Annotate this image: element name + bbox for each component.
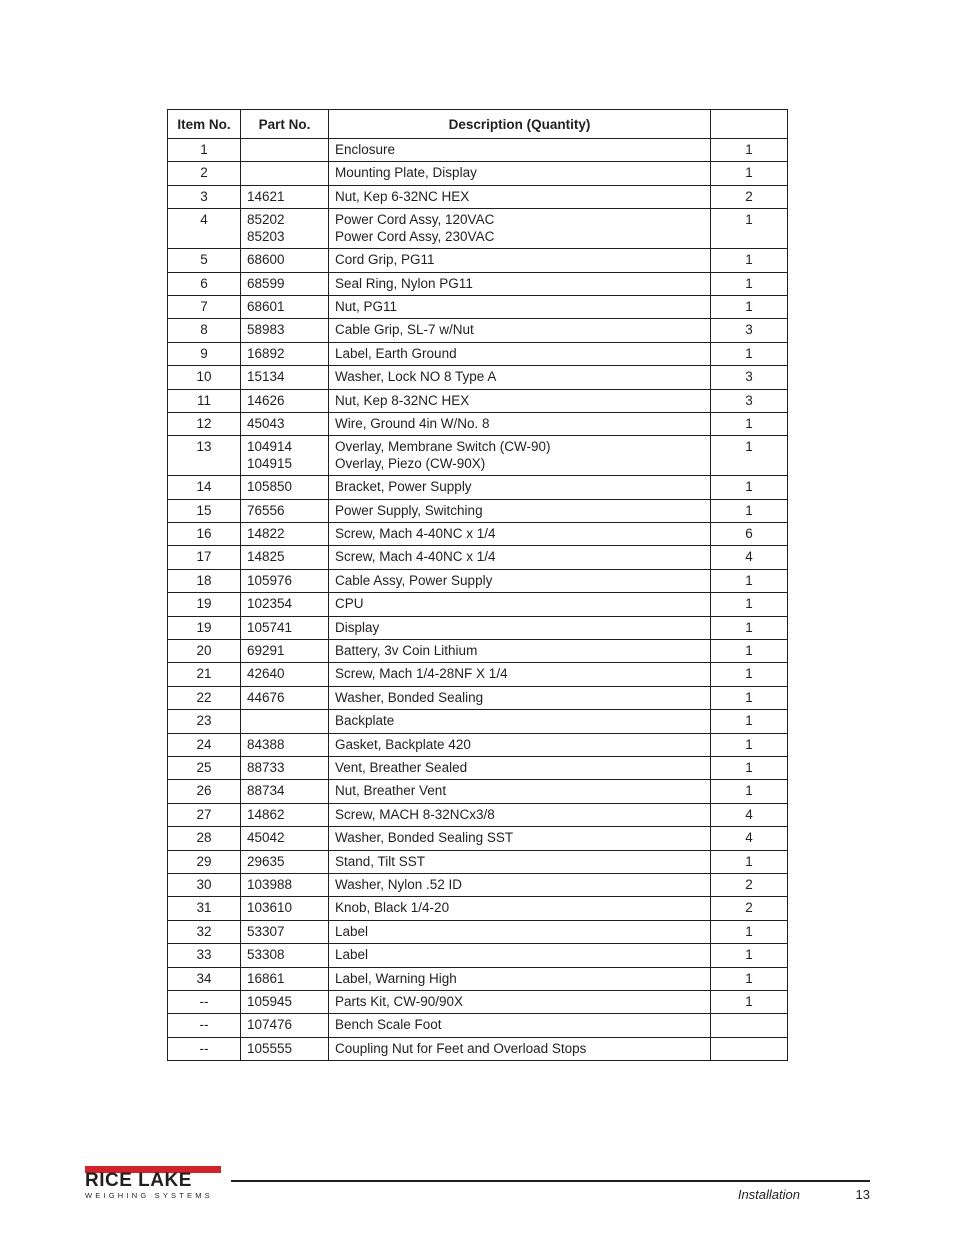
- description-cell: [329, 546, 711, 569]
- quantity-cell: 1: [711, 663, 788, 686]
- part-no: 45043: [247, 415, 285, 431]
- description-cell: [329, 272, 711, 295]
- item-no-cell: 2: [168, 162, 241, 185]
- quantity-cell: 1: [711, 967, 788, 990]
- item-no-cell: 31: [168, 897, 241, 920]
- item-no-cell: --: [168, 990, 241, 1013]
- table-row: [168, 780, 788, 803]
- part-no: 45042: [247, 830, 285, 846]
- description-cell: [329, 249, 711, 272]
- logo-wordmark: RICE LAKE: [85, 1170, 192, 1191]
- description: Overlay, Membrane Switch (CW-90): [335, 439, 551, 455]
- description: Nut, PG11: [335, 298, 398, 314]
- table-row: [168, 209, 788, 249]
- description: Power Cord Assy, 120VAC: [335, 212, 495, 228]
- table-row: [168, 616, 788, 639]
- table-row: [168, 139, 788, 162]
- description-cell: [329, 616, 711, 639]
- quantity-cell: 1: [711, 780, 788, 803]
- part-no-cell: [241, 569, 329, 592]
- description: Label, Warning High: [335, 970, 457, 986]
- description-cell: [329, 780, 711, 803]
- quantity-cell: [711, 1037, 788, 1060]
- part-no: 42640: [247, 666, 285, 682]
- description: Knob, Black 1/4-20: [335, 900, 450, 916]
- part-no: 105945: [247, 993, 293, 1009]
- part-no-cell: [241, 756, 329, 779]
- description-cell: [329, 920, 711, 943]
- quantity-cell: 1: [711, 593, 788, 616]
- item-no-cell: 29: [168, 850, 241, 873]
- quantity-cell: 1: [711, 756, 788, 779]
- table-row: [168, 990, 788, 1013]
- table-header-row: [168, 110, 788, 139]
- part-no-cell: [241, 920, 329, 943]
- description-cell: [329, 139, 711, 162]
- footer-section-name: Installation: [737, 1187, 800, 1202]
- item-no-cell: 6: [168, 272, 241, 295]
- part-no: 53307: [247, 923, 285, 939]
- part-no-cell: [241, 389, 329, 412]
- description-cell: [329, 342, 711, 365]
- description: Parts Kit, CW-90/90X: [335, 993, 464, 1009]
- part-no: 14822: [247, 526, 285, 542]
- table-row: [168, 686, 788, 709]
- header-description: Description (Quantity): [329, 110, 711, 139]
- description-cell: [329, 827, 711, 850]
- item-no-cell: 18: [168, 569, 241, 592]
- item-no-cell: 28: [168, 827, 241, 850]
- item-no-cell: 21: [168, 663, 241, 686]
- part-no: 103988: [247, 876, 293, 892]
- quantity-cell: 1: [711, 733, 788, 756]
- description: Nut, Kep 8-32NC HEX: [335, 392, 470, 408]
- part-no: 58983: [247, 322, 285, 338]
- part-no: 84388: [247, 736, 285, 752]
- part-no: 14862: [247, 806, 285, 822]
- quantity-cell: 2: [711, 897, 788, 920]
- quantity-cell: 4: [711, 546, 788, 569]
- part-no: 107476: [247, 1017, 293, 1033]
- item-no-cell: 27: [168, 803, 241, 826]
- table-row: [168, 967, 788, 990]
- description-cell: [329, 389, 711, 412]
- part-no-cell: [241, 295, 329, 318]
- part-no-cell: [241, 412, 329, 435]
- quantity-cell: 3: [711, 366, 788, 389]
- part-no-cell: [241, 476, 329, 499]
- quantity-cell: 1: [711, 476, 788, 499]
- part-no: 14825: [247, 549, 285, 565]
- part-no-cell: [241, 780, 329, 803]
- item-no-cell: 20: [168, 640, 241, 663]
- part-no-cell: [241, 593, 329, 616]
- quantity-cell: 1: [711, 850, 788, 873]
- part-no-cell: [241, 897, 329, 920]
- description-cell: [329, 733, 711, 756]
- description: Enclosure: [335, 142, 396, 157]
- item-no-cell: 8: [168, 319, 241, 342]
- description-cell: [329, 476, 711, 499]
- part-no-cell: [241, 319, 329, 342]
- item-no-cell: 15: [168, 499, 241, 522]
- header-part-no: Part No.: [241, 110, 329, 139]
- description-cell: [329, 162, 711, 185]
- part-no-cell: [241, 967, 329, 990]
- quantity-cell: 1: [711, 616, 788, 639]
- item-no-cell: 14: [168, 476, 241, 499]
- page-number: 13: [855, 1187, 870, 1202]
- quantity-cell: 1: [711, 990, 788, 1013]
- part-no: 29635: [247, 853, 285, 869]
- item-no-cell: 23: [168, 710, 241, 733]
- quantity-cell: 1: [711, 209, 788, 249]
- table-row: [168, 756, 788, 779]
- description: Label: [335, 947, 369, 963]
- table-row: [168, 827, 788, 850]
- part-no-cell: [241, 139, 329, 162]
- table-row: [168, 569, 788, 592]
- part-no: 105741: [247, 619, 293, 635]
- table-row: [168, 389, 788, 412]
- part-no-cell: [241, 803, 329, 826]
- table-row: [168, 1037, 788, 1060]
- item-no-cell: 33: [168, 944, 241, 967]
- quantity-cell: [711, 1014, 788, 1037]
- description-cell: [329, 663, 711, 686]
- table-row: [168, 476, 788, 499]
- description: Vent, Breather Sealed: [335, 759, 468, 775]
- description-cell: [329, 436, 711, 476]
- part-no-cell: [241, 249, 329, 272]
- table-row: [168, 499, 788, 522]
- part-no: 14621: [247, 188, 285, 204]
- description: Washer, Lock NO 8 Type A: [335, 369, 497, 385]
- description: Washer, Bonded Sealing: [335, 689, 484, 705]
- table-row: [168, 412, 788, 435]
- description-cell: [329, 850, 711, 873]
- table-row: [168, 319, 788, 342]
- description: Cable Assy, Power Supply: [335, 572, 493, 588]
- part-no: 85203: [247, 229, 285, 245]
- table-row: [168, 873, 788, 896]
- item-no-cell: 24: [168, 733, 241, 756]
- table-row: [168, 366, 788, 389]
- item-no-cell: 19: [168, 593, 241, 616]
- description-cell: [329, 569, 711, 592]
- item-no-cell: 12: [168, 412, 241, 435]
- description: Screw, Mach 4-40NC x 1/4: [335, 526, 496, 542]
- table-row: [168, 920, 788, 943]
- part-no-cell: [241, 546, 329, 569]
- description-cell: [329, 897, 711, 920]
- quantity-cell: 1: [711, 342, 788, 365]
- description-cell: [329, 1014, 711, 1037]
- description: Screw, MACH 8-32NCx3/8: [335, 806, 495, 822]
- quantity-cell: 1: [711, 272, 788, 295]
- table-row: [168, 523, 788, 546]
- item-no-cell: --: [168, 1037, 241, 1060]
- item-no-cell: 4: [168, 209, 241, 249]
- part-no-cell: [241, 640, 329, 663]
- quantity-cell: 1: [711, 499, 788, 522]
- part-no: 104915: [247, 456, 293, 472]
- part-no: 104914: [247, 439, 293, 455]
- description-cell: [329, 756, 711, 779]
- footer-rule: [231, 1180, 870, 1182]
- part-no: 88734: [247, 783, 285, 799]
- item-no-cell: 32: [168, 920, 241, 943]
- description: Stand, Tilt SST: [335, 853, 426, 869]
- item-no-cell: --: [168, 1014, 241, 1037]
- description: Wire, Ground 4in W/No. 8: [335, 415, 490, 431]
- parts-table-body: [168, 139, 788, 1061]
- description-cell: [329, 944, 711, 967]
- table-row: [168, 249, 788, 272]
- description: Backplate: [335, 713, 395, 729]
- header-item-no: Item No.: [168, 110, 241, 139]
- part-no: 105555: [247, 1040, 293, 1056]
- table-row: [168, 897, 788, 920]
- part-no-cell: [241, 616, 329, 639]
- part-no: 68601: [247, 298, 285, 314]
- description: Power Cord Assy, 230VAC: [335, 229, 495, 245]
- quantity-cell: 1: [711, 139, 788, 162]
- part-no-cell: [241, 366, 329, 389]
- item-no-cell: 22: [168, 686, 241, 709]
- description: Bracket, Power Supply: [335, 479, 472, 495]
- part-no-cell: [241, 523, 329, 546]
- quantity-cell: 6: [711, 523, 788, 546]
- description-cell: [329, 295, 711, 318]
- rice-lake-logo: [85, 1166, 225, 1202]
- quantity-cell: 1: [711, 249, 788, 272]
- description-cell: [329, 412, 711, 435]
- item-no-cell: 9: [168, 342, 241, 365]
- part-no-cell: [241, 733, 329, 756]
- item-no-cell: 16: [168, 523, 241, 546]
- item-no-cell: 30: [168, 873, 241, 896]
- part-no-cell: [241, 686, 329, 709]
- part-no-cell: [241, 162, 329, 185]
- part-no: 14626: [247, 392, 285, 408]
- part-no-cell: [241, 499, 329, 522]
- parts-list-table: [167, 109, 788, 1061]
- description-cell: [329, 209, 711, 249]
- table-row: [168, 733, 788, 756]
- part-no-cell: [241, 272, 329, 295]
- description: Nut, Kep 6-32NC HEX: [335, 188, 470, 204]
- part-no: 88733: [247, 759, 285, 775]
- part-no: 15134: [247, 369, 285, 385]
- quantity-cell: 4: [711, 827, 788, 850]
- item-no-cell: 13: [168, 436, 241, 476]
- part-no-cell: [241, 209, 329, 249]
- table-row: [168, 436, 788, 476]
- quantity-cell: 1: [711, 944, 788, 967]
- part-no-cell: [241, 342, 329, 365]
- part-no-cell: [241, 436, 329, 476]
- item-no-cell: 25: [168, 756, 241, 779]
- header-quantity: [711, 110, 788, 139]
- description-cell: [329, 319, 711, 342]
- part-no-cell: [241, 873, 329, 896]
- part-no: 16861: [247, 970, 285, 986]
- part-no: 105976: [247, 572, 293, 588]
- quantity-cell: 1: [711, 162, 788, 185]
- table-row: [168, 944, 788, 967]
- quantity-cell: 1: [711, 295, 788, 318]
- description: Display: [335, 619, 380, 635]
- description: Cord Grip, PG11: [335, 252, 435, 268]
- part-no-cell: [241, 1037, 329, 1060]
- quantity-cell: 1: [711, 640, 788, 663]
- description-cell: [329, 593, 711, 616]
- description-cell: [329, 710, 711, 733]
- quantity-cell: 1: [711, 710, 788, 733]
- table-row: [168, 850, 788, 873]
- description-cell: [329, 967, 711, 990]
- part-no: 102354: [247, 596, 293, 612]
- description-cell: [329, 803, 711, 826]
- item-no-cell: 26: [168, 780, 241, 803]
- table-row: [168, 295, 788, 318]
- quantity-cell: 3: [711, 319, 788, 342]
- item-no-cell: 19: [168, 616, 241, 639]
- description-cell: [329, 873, 711, 896]
- description: Washer, Bonded Sealing SST: [335, 830, 514, 846]
- part-no-cell: [241, 827, 329, 850]
- part-no: 16892: [247, 345, 285, 361]
- table-row: [168, 1014, 788, 1037]
- description: Label: [335, 923, 369, 939]
- description: Bench Scale Foot: [335, 1017, 442, 1033]
- table-row: [168, 185, 788, 208]
- table-row: [168, 663, 788, 686]
- part-no: 44676: [247, 689, 285, 705]
- description: Mounting Plate, Display: [335, 165, 477, 181]
- part-no-cell: [241, 1014, 329, 1037]
- part-no: 103610: [247, 900, 293, 916]
- item-no-cell: 3: [168, 185, 241, 208]
- part-no: 68599: [247, 275, 285, 291]
- table-row: [168, 803, 788, 826]
- description-cell: [329, 1037, 711, 1060]
- part-no: 76556: [247, 502, 285, 518]
- part-no: 53308: [247, 947, 285, 963]
- quantity-cell: 3: [711, 389, 788, 412]
- item-no-cell: 10: [168, 366, 241, 389]
- quantity-cell: 1: [711, 920, 788, 943]
- item-no-cell: 5: [168, 249, 241, 272]
- quantity-cell: 1: [711, 686, 788, 709]
- part-no-cell: [241, 710, 329, 733]
- description-cell: [329, 366, 711, 389]
- description-cell: [329, 990, 711, 1013]
- description: Label, Earth Ground: [335, 345, 457, 361]
- table-row: [168, 272, 788, 295]
- description: Power Supply, Switching: [335, 502, 483, 518]
- table-row: [168, 593, 788, 616]
- table-row: [168, 162, 788, 185]
- description: CPU: [335, 596, 364, 612]
- description-cell: [329, 185, 711, 208]
- description: Cable Grip, SL-7 w/Nut: [335, 322, 474, 338]
- quantity-cell: 1: [711, 412, 788, 435]
- quantity-cell: 2: [711, 185, 788, 208]
- part-no: 68600: [247, 252, 285, 268]
- description-cell: [329, 499, 711, 522]
- part-no: 69291: [247, 643, 285, 659]
- description: Nut, Breather Vent: [335, 783, 447, 799]
- part-no-cell: [241, 185, 329, 208]
- description: Washer, Nylon .52 ID: [335, 876, 463, 892]
- item-no-cell: 17: [168, 546, 241, 569]
- part-no-cell: [241, 663, 329, 686]
- item-no-cell: 7: [168, 295, 241, 318]
- logo-tagline: WEIGHING SYSTEMS: [85, 1191, 213, 1200]
- description: Screw, Mach 1/4-28NF X 1/4: [335, 666, 508, 682]
- quantity-cell: 4: [711, 803, 788, 826]
- part-no: 85202: [247, 212, 285, 228]
- table-row: [168, 546, 788, 569]
- table-row: [168, 640, 788, 663]
- part-no-cell: [241, 850, 329, 873]
- part-no-cell: [241, 944, 329, 967]
- description: Overlay, Piezo (CW-90X): [335, 456, 486, 472]
- description: Battery, 3v Coin Lithium: [335, 643, 478, 659]
- table-row: [168, 710, 788, 733]
- quantity-cell: 2: [711, 873, 788, 896]
- part-no-cell: [241, 990, 329, 1013]
- quantity-cell: 1: [711, 436, 788, 476]
- item-no-cell: 34: [168, 967, 241, 990]
- part-no: 105850: [247, 479, 293, 495]
- item-no-cell: 1: [168, 139, 241, 162]
- description: Seal Ring, Nylon PG11: [335, 275, 473, 291]
- description-cell: [329, 640, 711, 663]
- description: Screw, Mach 4-40NC x 1/4: [335, 549, 496, 565]
- item-no-cell: 11: [168, 389, 241, 412]
- description: Gasket, Backplate 420: [335, 736, 471, 752]
- quantity-cell: 1: [711, 569, 788, 592]
- description-cell: [329, 523, 711, 546]
- description-cell: [329, 686, 711, 709]
- description: Coupling Nut for Feet and Overload Stops: [335, 1040, 587, 1056]
- table-row: [168, 342, 788, 365]
